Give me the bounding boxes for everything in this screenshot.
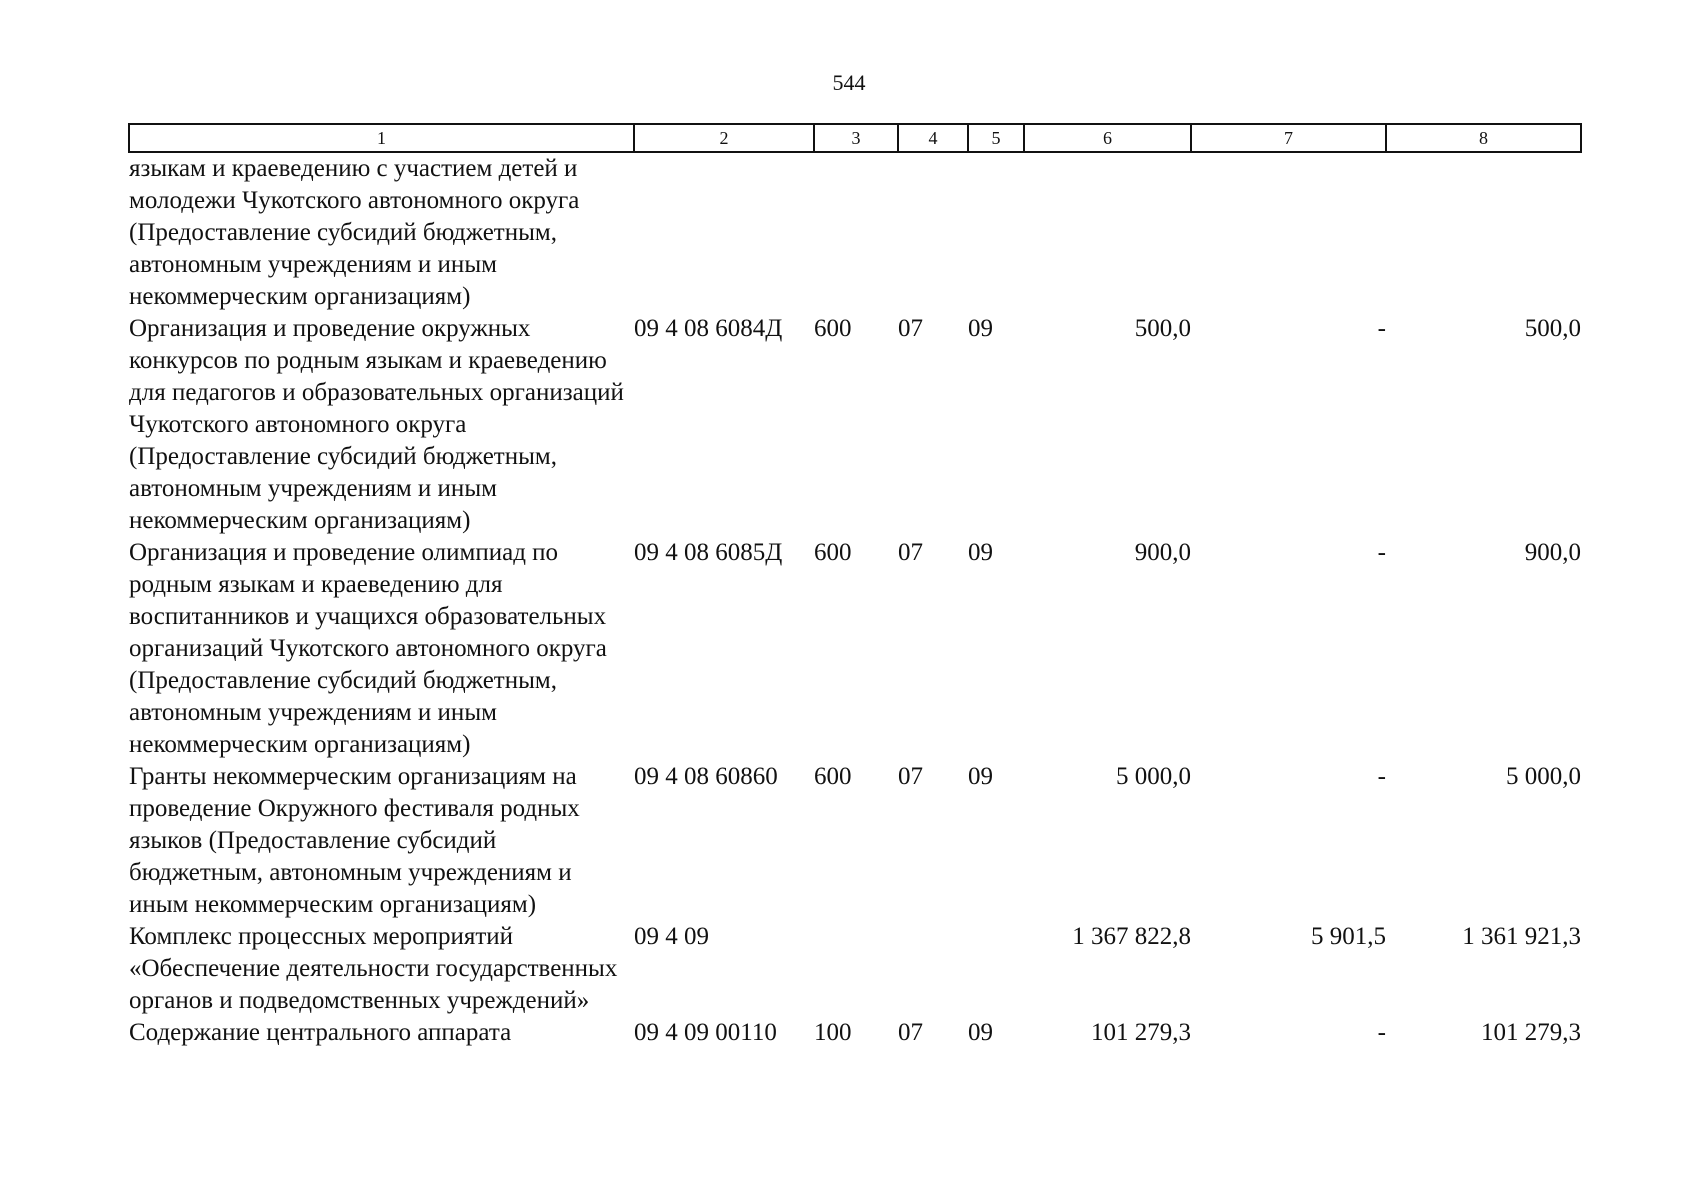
amount-col6 — [1024, 152, 1191, 313]
subsection: 09 — [968, 1019, 993, 1046]
section: 07 — [898, 1019, 923, 1046]
table-row — [129, 152, 1581, 313]
table-row — [129, 1017, 1581, 1049]
amount-col7: - — [1377, 1019, 1386, 1046]
table-row — [129, 313, 1581, 537]
expense-type: 100 — [814, 1019, 852, 1046]
target-article-code: 09 4 08 60860 — [634, 763, 778, 790]
amount-col7 — [1191, 152, 1386, 313]
expense-type: 600 — [814, 763, 852, 790]
subsection — [968, 921, 1024, 1017]
amount-col6: 900,0 — [1134, 539, 1191, 566]
expense-type: 600 — [814, 539, 852, 566]
page-number: 544 — [832, 70, 866, 95]
section — [898, 921, 968, 1017]
column-header: 2 — [634, 124, 814, 152]
column-header: 1 — [129, 124, 634, 152]
amount-col6: 500,0 — [1134, 315, 1191, 342]
row-name: Организация и проведение окружных конкурсов по родным языкам и краеведению для педагогов и образовательных организаций Чукотского автономного округа (Предоставление субсидий бюджетным, автономным учреждениям и иным некоммерческим организациям) — [129, 315, 624, 534]
amount-col7: - — [1377, 763, 1386, 790]
column-header: 4 — [898, 124, 968, 152]
expense-type — [814, 921, 898, 1017]
column-header: 6 — [1024, 124, 1191, 152]
target-article-code: 09 4 08 6085Д — [634, 539, 783, 566]
subsection: 09 — [968, 763, 993, 790]
row-name: Гранты некоммерческим организациям на проведение Окружного фестиваля родных языков (Предоставление субсидий бюджетным, автономным учреждениям и иным некоммерческим организациям) — [129, 763, 580, 918]
amount-col8: 500,0 — [1524, 315, 1581, 342]
subsection — [968, 152, 1024, 313]
column-header: 5 — [968, 124, 1024, 152]
amount-col6: 5 000,0 — [1116, 763, 1191, 790]
section: 07 — [898, 763, 923, 790]
row-name: языкам и краеведению с участием детей и молодежи Чукотского автономного округа (Предоставление субсидий бюджетным, автономным учреждениям и иным некоммерческим организациям) — [129, 155, 580, 310]
row-name: Комплекс процессных мероприятий «Обеспечение деятельности государственных органов и подведомственных учреждений» — [129, 923, 618, 1014]
row-name: Содержание центрального аппарата — [129, 1019, 512, 1046]
subsection: 09 — [968, 315, 993, 342]
section — [898, 152, 968, 313]
amount-col8 — [1386, 152, 1581, 313]
expense-type — [814, 152, 898, 313]
target-article-code: 09 4 08 6084Д — [634, 315, 783, 342]
target-article-code: 09 4 09 — [634, 923, 709, 950]
amount-col6: 101 279,3 — [1091, 1019, 1191, 1046]
expense-type: 600 — [814, 315, 852, 342]
amount-col8: 1 361 921,3 — [1462, 923, 1581, 950]
amount-col7: - — [1377, 539, 1386, 566]
table-row — [129, 537, 1581, 761]
amount-col8: 900,0 — [1524, 539, 1581, 566]
section: 07 — [898, 539, 923, 566]
column-header: 3 — [814, 124, 898, 152]
section: 07 — [898, 315, 923, 342]
target-article-code: 09 4 09 00110 — [634, 1019, 777, 1046]
amount-col6: 1 367 822,8 — [1072, 923, 1191, 950]
table-row — [129, 921, 1581, 1017]
budget-table — [128, 123, 1582, 1049]
amount-col8: 5 000,0 — [1506, 763, 1581, 790]
amount-col7: 5 901,5 — [1311, 923, 1386, 950]
table-row — [129, 761, 1581, 921]
amount-col7: - — [1377, 315, 1386, 342]
column-number-row — [129, 124, 1581, 152]
column-header: 8 — [1386, 124, 1581, 152]
subsection: 09 — [968, 539, 993, 566]
target-article-code — [634, 152, 814, 313]
column-header: 7 — [1191, 124, 1386, 152]
amount-col8: 101 279,3 — [1481, 1019, 1581, 1046]
row-name: Организация и проведение олимпиад по родным языкам и краеведению для воспитанников и учащихся образовательных организаций Чукотского автономного округа (Предоставление субсидий бюджетным, автономным учреждениям и иным некоммерческим организациям) — [129, 539, 607, 758]
